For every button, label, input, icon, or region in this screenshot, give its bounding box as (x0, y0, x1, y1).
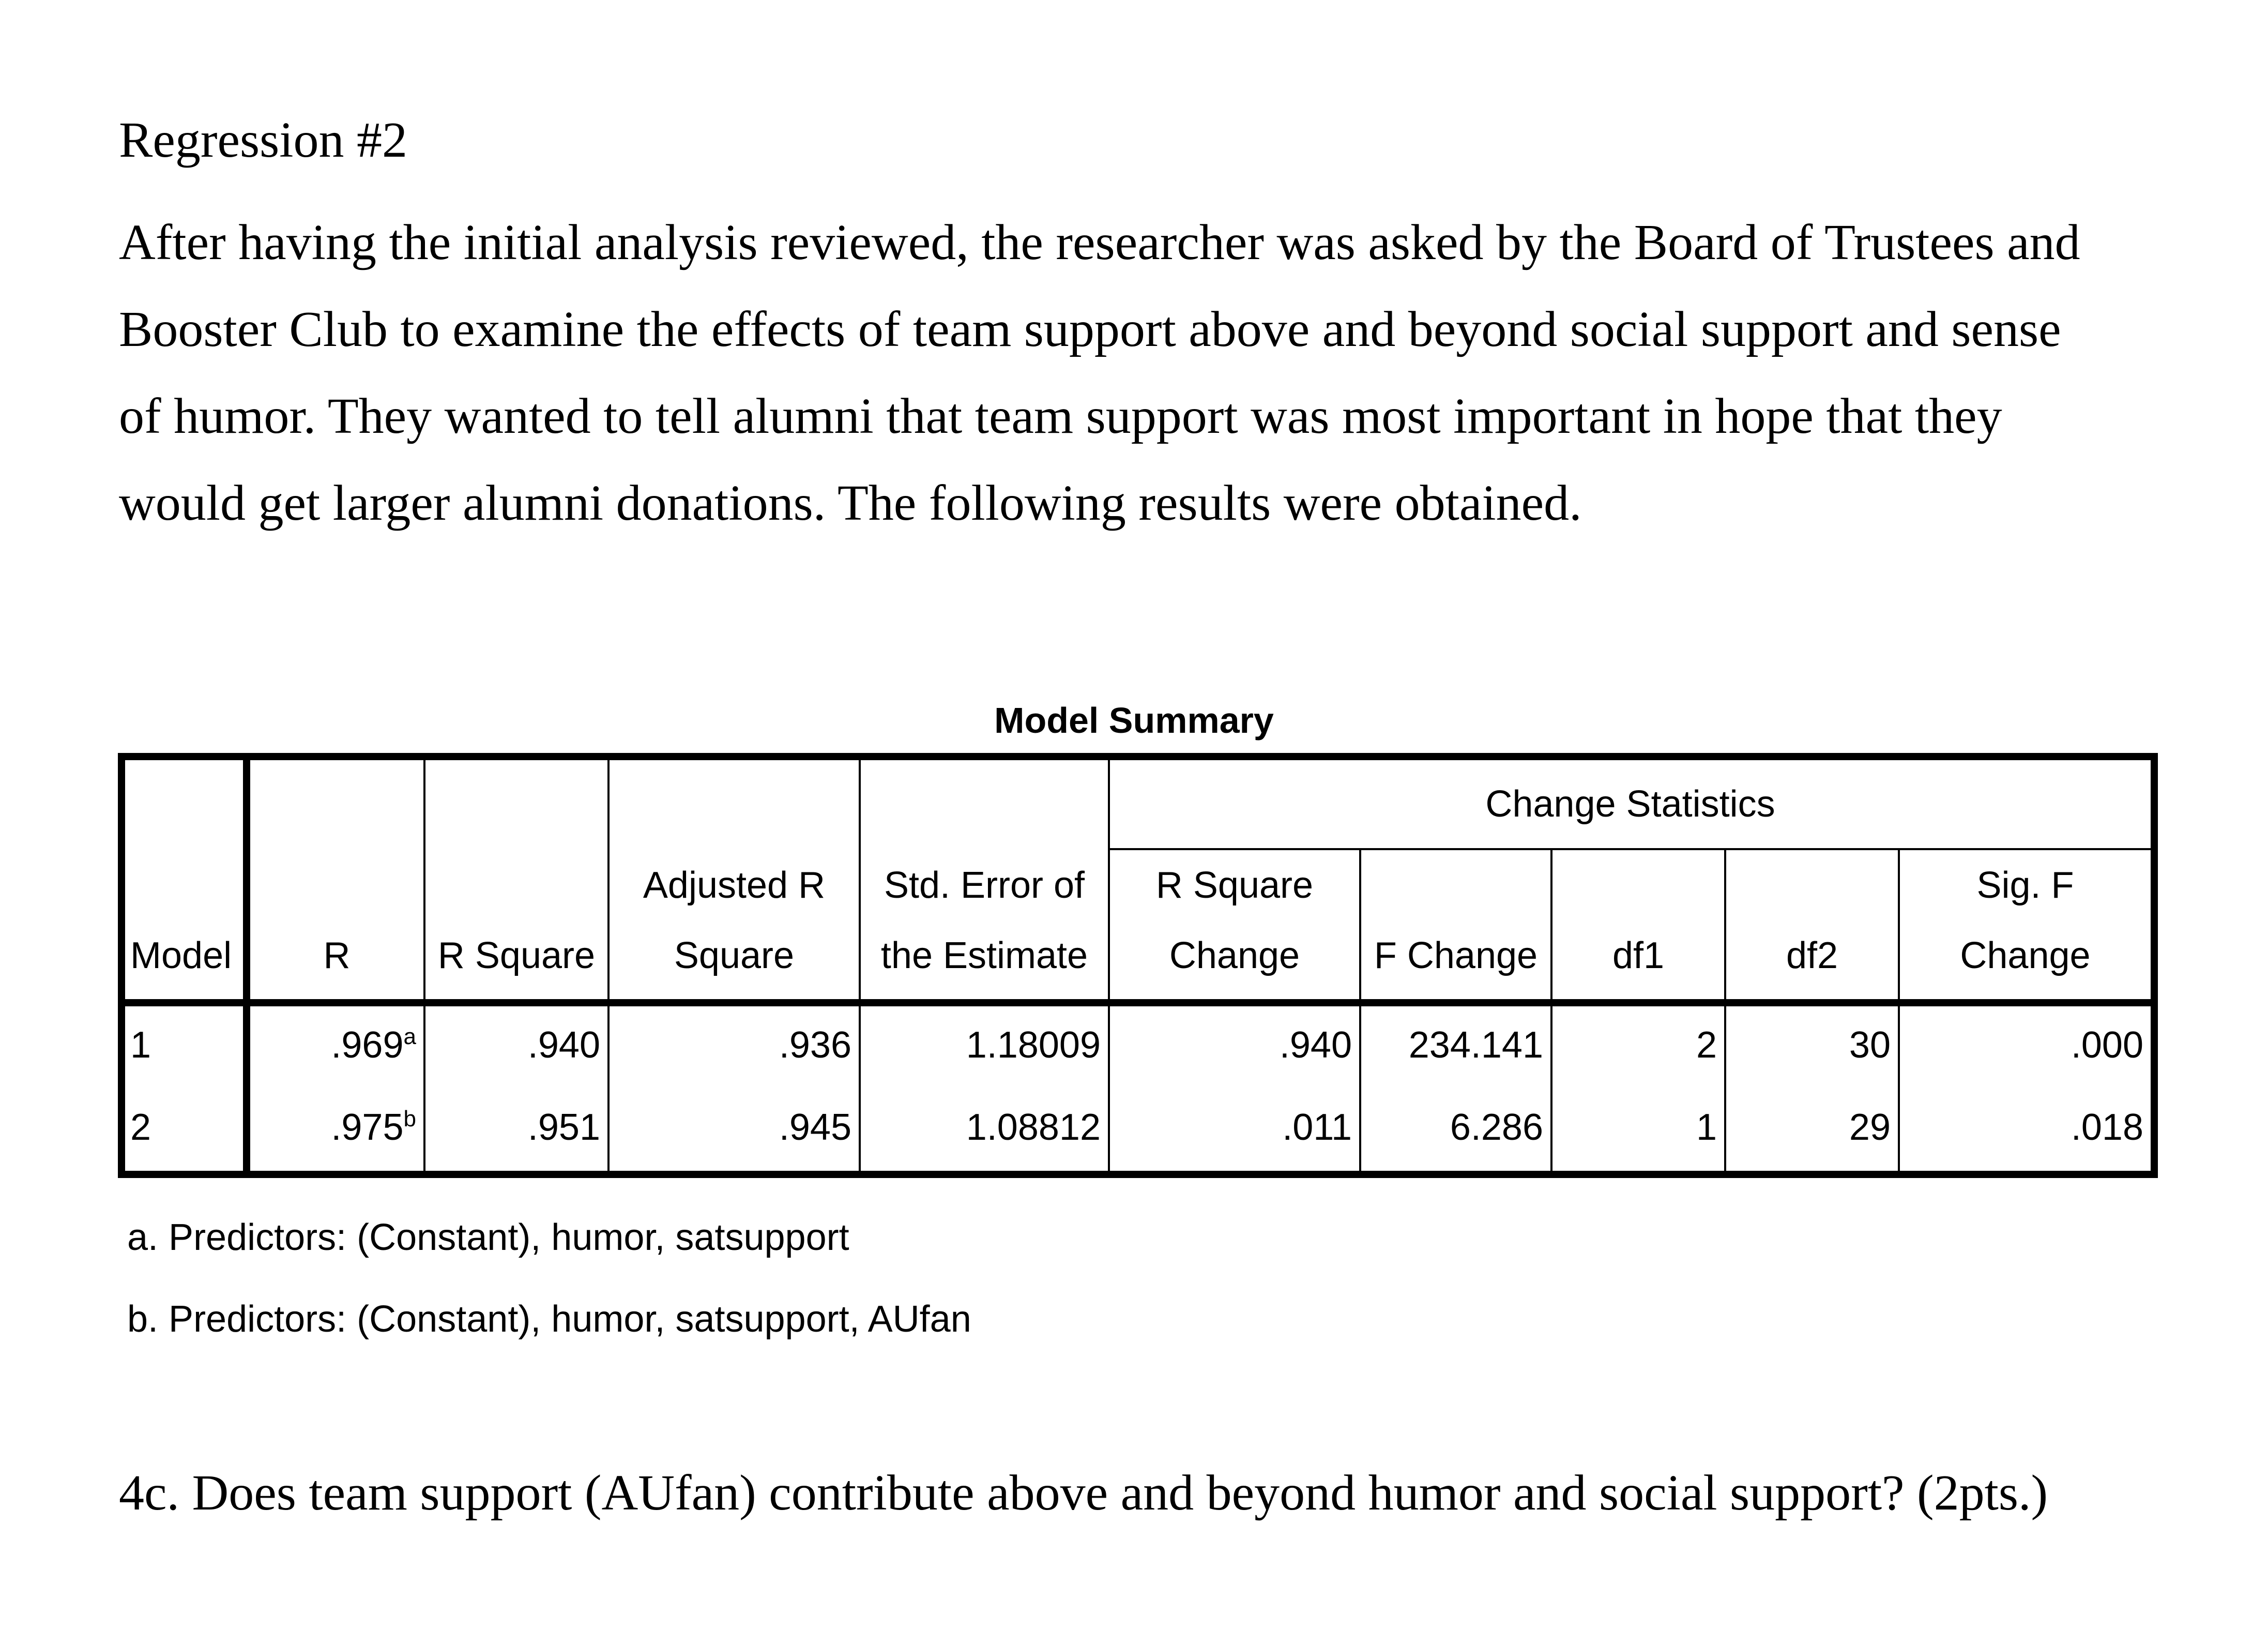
cell-sig-f-change: .018 (2071, 1107, 2143, 1148)
cell-df2: 29 (1725, 1084, 1899, 1174)
cell-adjusted-r-square: .945 (608, 1084, 860, 1174)
cell-sig-f-change: .000 (2071, 1024, 2143, 1066)
col-header-df1: df1 (1551, 849, 1725, 1003)
col-header-df2: df2 (1725, 849, 1899, 1003)
col-header-r-square-change: R Square Change (1109, 849, 1360, 1003)
col-header-r-square: R Square (424, 757, 608, 1003)
intro-line: would get larger alumni donations. The following results were obtained. (119, 475, 1582, 531)
col-header-f-change: F Change (1360, 849, 1551, 1003)
table-row (121, 1084, 2154, 1174)
intro-line: of humor. They wanted to tell alumni that team support was most important in hope that they (119, 388, 2002, 444)
cell-r: .969$^a$ (247, 1003, 424, 1084)
cell-adjusted-r-square: .936 (608, 1003, 860, 1084)
cell-df1: 2 (1551, 1003, 1725, 1084)
question-text: 4c. Does team support (AUfan) contribute above and beyond humor and social support? (2pts.) (119, 1465, 2048, 1521)
cell-model: 1 (121, 1003, 247, 1084)
cell-std-error: 1.18009 (860, 1003, 1109, 1084)
cell-r-square-change: .011 (1109, 1084, 1360, 1174)
intro-line: After having the initial analysis reviewed, the researcher was asked by the Board of Trustees and (119, 215, 2080, 270)
cell-std-error: 1.08812 (860, 1084, 1109, 1174)
model-summary-table (118, 753, 2158, 1178)
cell-r: .975$^b$ (247, 1084, 424, 1174)
cell-f-change: 6.286 (1360, 1084, 1551, 1174)
col-header-sig-f-change: Sig. F Change (1899, 849, 2154, 1003)
section-heading: Regression #2 (119, 112, 407, 168)
col-header-r: R (247, 757, 424, 1003)
col-header-model: Model (121, 757, 247, 1003)
table-row (121, 1003, 2154, 1084)
col-header-std-error: Std. Error of the Estimate (860, 757, 1109, 1003)
col-header-adjusted-r-square: Adjusted R Square (608, 757, 860, 1003)
cell-df2: 30 (1725, 1003, 1899, 1084)
cell-f-change: 234.141 (1360, 1003, 1551, 1084)
table-title: Model Summary (994, 700, 1274, 741)
intro-line: Booster Club to examine the effects of team support above and beyond social support and sense (119, 301, 2061, 357)
cell-model: 2 (121, 1084, 247, 1174)
header-row-group (121, 757, 2154, 849)
cell-r-square-change: .940 (1109, 1003, 1360, 1084)
cell-r-square: .951 (424, 1084, 608, 1174)
cell-r-square: .940 (424, 1003, 608, 1084)
footnote-a: a. Predictors: (Constant), humor, satsupport (127, 1217, 849, 1258)
change-statistics-header: Change Statistics (1109, 757, 2154, 849)
intro-paragraph (119, 199, 2166, 547)
footnote-b: b. Predictors: (Constant), humor, satsupport, AUfan (127, 1299, 971, 1340)
cell-df1: 1 (1551, 1084, 1725, 1174)
